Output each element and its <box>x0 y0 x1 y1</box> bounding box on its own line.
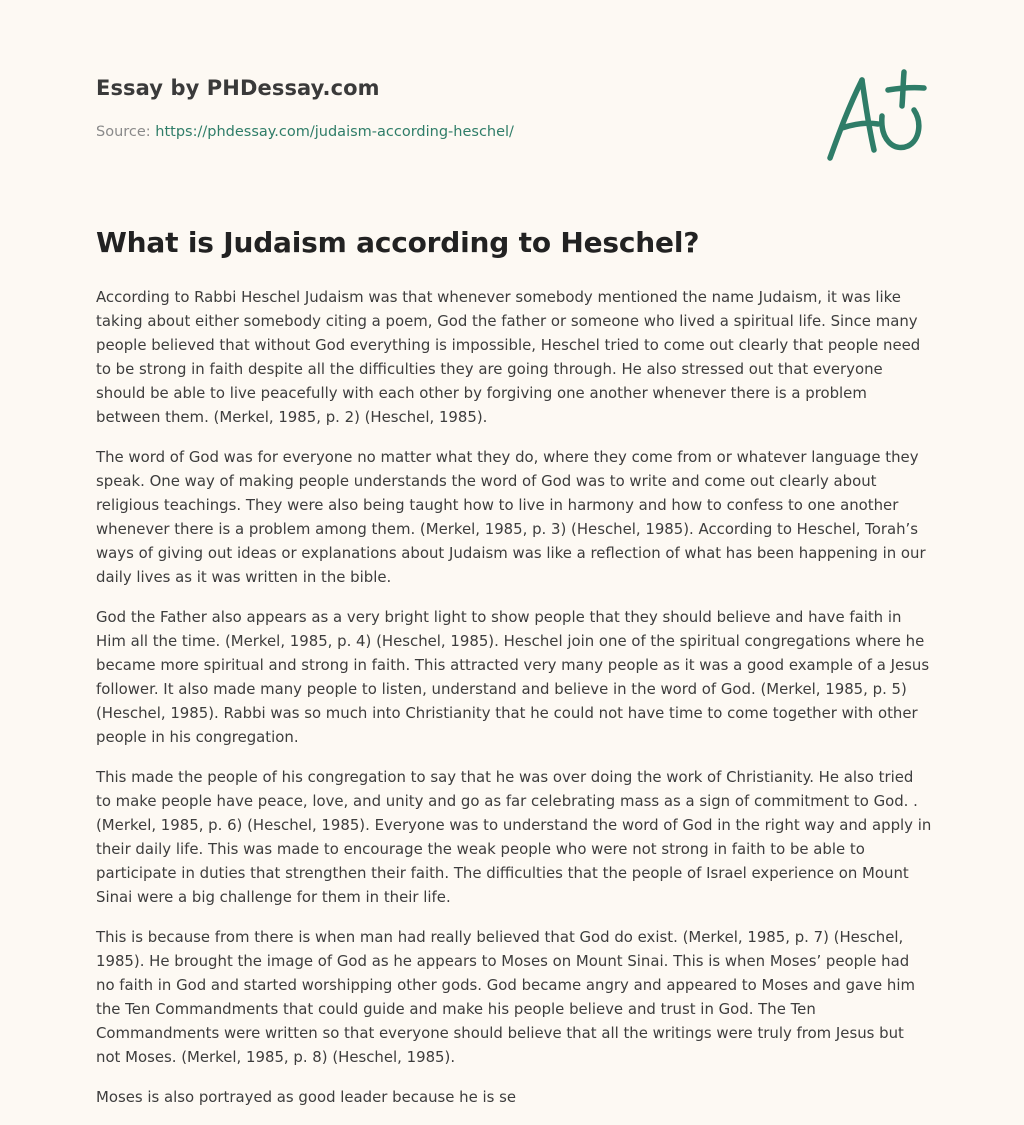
source-line <box>96 124 514 140</box>
essay-paragraph: God the Father also appears as a very bright light to show people that they should believe and have faith in Him all the time. (Merkel, 1985, p. 4) (Heschel, 1985). Heschel join one of the spiritual congregations where he became more spiritual and strong in faith. This attracted very many people as it was a good example of a Jesus follower. It also made many people to listen, understand and believe in the word of God. (Merkel, 1985, p. 5) (Heschel, 1985). Rabbi was so much into Christianity that he could not have time to come together with other people in his congregation. <box>96 608 930 746</box>
essay-title: What is Judaism according to Heschel? <box>96 226 700 259</box>
a-plus-grade-icon <box>822 66 930 166</box>
essay-paragraph: According to Rabbi Heschel Judaism was that whenever somebody mentioned the name Judaism, it was like taking about either somebody citing a poem, God the father or someone who lived a spiritual life. Since many people believed that without God everything is impossible, Heschel tried to come out clearly that people need to be strong in faith despite all the difficulties they are going through. He also stressed out that everyone should be able to live peacefully with each other by forgiving one another whenever there is a problem between them. (Merkel, 1985, p. 2) (Heschel, 1985). <box>96 288 921 426</box>
essay-paragraph: This is because from there is when man had really believed that God do exist. (Merkel, 1985, p. 7) (Heschel, 1985). He brought the image of God as he appears to Moses on Mount Sinai. This is when Moses’ people had no faith in God and started worshipping other gods. God became angry and appeared to Moses and gave him the Ten Commandments that could guide and make his people believe and trust in God. The Ten Commandments were written so that everyone should believe that all the writings were truly from Jesus but not Moses. (Merkel, 1985, p. 8) (Heschel, 1985). <box>96 928 915 1066</box>
essay-body <box>96 285 932 1125</box>
source-link[interactable]: https://phdessay.com/judaism-according-heschel/ <box>155 124 514 140</box>
essay-paragraph: The word of God was for everyone no matter what they do, where they come from or whatever language they speak. One way of making people understands the word of God was to write and come out clearly about religious teachings. They were also being taught how to live in harmony and how to confess to one another whenever there is a problem among them. (Merkel, 1985, p. 3) (Heschel, 1985). According to Heschel, Torah’s ways of giving out ideas or explanations about Judaism was like a reflection of what has been happening in our daily lives as it was written in the bible. <box>96 448 926 586</box>
site-title: Essay by PHDessay.com <box>96 76 380 100</box>
essay-paragraph-truncated: Moses is also portrayed as good leader because he is se <box>96 1088 517 1106</box>
essay-paragraph: This made the people of his congregation to say that he was over doing the work of Christianity. He also tried to make people have peace, love, and unity and go as far celebrating mass as a sign of commitment to God. . (Merkel, 1985, p. 6) (Heschel, 1985). Everyone was to understand the word of God in the right way and apply in their daily life. This was made to encourage the weak people who were not strong in faith to be able to participate in duties that strengthen their faith. The difficulties that the people of Israel experience on Mount Sinai were a big challenge for them in their life. <box>96 768 932 906</box>
source-label: Source: <box>96 124 156 140</box>
